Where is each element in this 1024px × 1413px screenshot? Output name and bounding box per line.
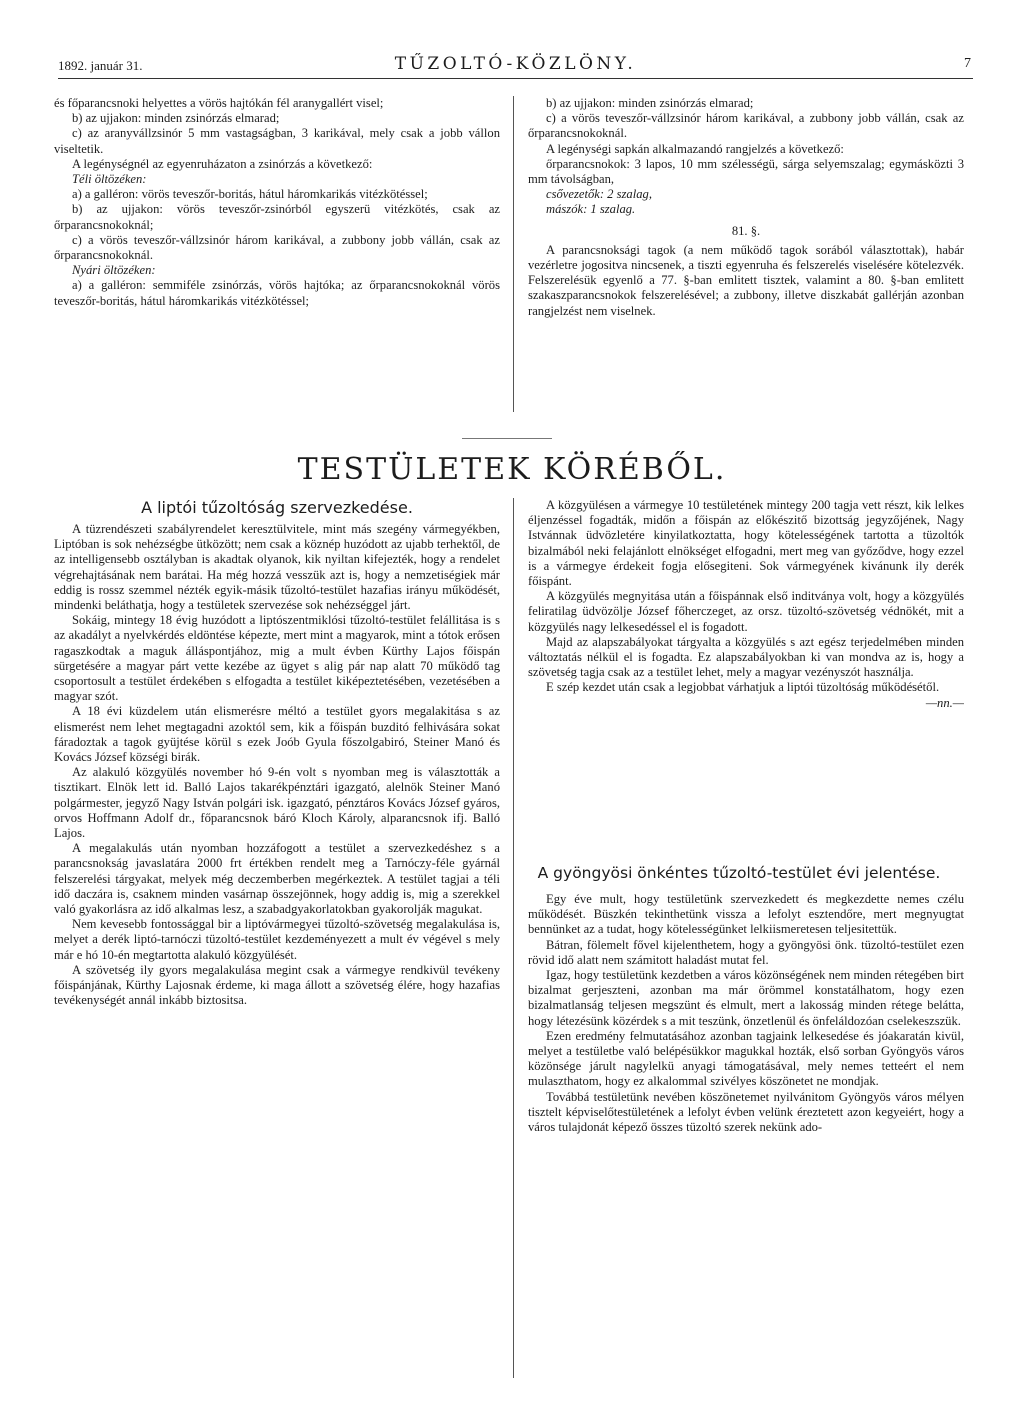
paragraph: Majd az alapszabályokat tárgyalta a közgyülés s azt egész terjedelmében minden változtatás nélkül el is fogadta. Ez alapszabályokban ki van mondva az is, hogy a szövetség tagja csak az a testület lehet, mely a magyar vezényszót használja. xyxy=(528,634,964,680)
paragraph: Továbbá testületünk nevében köszönetemet nyilvánitom Gyöngyös város mélyen tisztelt képviselőtestületének a lefolyt évben velünk éreztetett azon kegyeiért, hogy a város tulajdonát képező összes tüzoltó szerek nekünk ado- xyxy=(528,1089,964,1135)
article-title: A gyöngyösi önkéntes tűzoltó-testület évi jelentése. xyxy=(537,864,941,882)
paragraph: c) a vörös teveszőr-vállzsinór három karikával, a zubbony jobb vállán, csak az őrparancsnokoknál. xyxy=(54,232,500,263)
paragraph: csővezetők: 2 szalag, xyxy=(546,187,652,202)
column-divider-bottom xyxy=(513,498,514,1378)
top-right-column xyxy=(528,96,964,319)
author-signature: —nn.— xyxy=(925,695,964,710)
page-number: 7 xyxy=(964,56,971,71)
paragraph: Nyári öltözéken: xyxy=(72,263,156,278)
paragraph: b) az ujjakon: minden zsinórzás elmarad; xyxy=(72,111,280,126)
article2-column xyxy=(528,892,964,1135)
paragraph: Sokáig, mintegy 18 évig huzódott a liptószentmiklósi tűzoltó-testület felállitása is s az akadályt a nyelvkérdés eldöntése képezte, mert mint a magyarok, mint a tótok erősen ragaszkodtak a maguk álláspontjához, mig a mult évben Kürthy Lajos főispán sürgetésére a magyar párt vette kezébe az ügyet s alig pár nap alatt 70 működő tag csoportosult a testület érdekében s elfogadta a testület kiképeztetésében, vezetésében a magyar szót. xyxy=(54,613,500,704)
paragraph: A legénységnél az egyenruházaton a zsinórzás a következő: xyxy=(72,156,373,171)
paragraph: A megalakulás után nyomban hozzáfogott a testület a szervezkedéshez s a parancsnokság javaslatára 2000 frt értékben rendelt meg a Tarnóczy-féle gyárnál felszerelési tárgyakat, melyek még deczemberben megérkeztek. A testület tagjai a téli idő daczára is, csaknem minden vasárnap összejönnek, hogy addig is, mig a szerekkel való gyakorlásra az idő alkalmas lesz, a szabadgyakorlatokban gyakorolják magukat. xyxy=(54,841,500,917)
top-left-column xyxy=(54,96,500,309)
paragraph: A szövetség ily gyors megalakulása megint csak a vármegye rendkivül tevékeny főispánjának, Kürthy Lajosnak érdeme, ki maga állott a szövetség élére, hogy hazafias tevékenységét annál inkább biztositsa. xyxy=(54,962,500,1008)
divider-rule xyxy=(462,438,552,439)
paragraph: és főparancsnoki helyettes a vörös hajtókán fél aranygallért visel; xyxy=(54,96,384,110)
paragraph: c) a vörös teveszőr-vállzsinór három karikával, a zubbony jobb vállán, csak az őrparancsnokoknál. xyxy=(528,111,964,141)
article-right-column xyxy=(528,498,964,711)
paragraph: Bátran, fölemelt fővel kijelenthetem, hogy a gyöngyösi önk. tüzoltó-testület ezen rövid idő alatt nem számitott haladást mutat fel. xyxy=(528,937,964,967)
paragraph: b) az ujjakon: vörös teveszőr-zsinórból egyszerü vitézkötés, csak az őrparancsnokoknál; xyxy=(54,202,500,232)
paragraph: őrparancsnokok: 3 lapos, 10 mm szélességü, sárga selyemszalag; egymásközti 3 mm távolságban, xyxy=(528,156,964,187)
paragraph: E szép kezdet után csak a legjobbat várhatjuk a liptói tüzoltóság működésétől. xyxy=(546,680,940,695)
paragraph: b) az ujjakon: minden zsinórzás elmarad; xyxy=(546,96,754,110)
paragraph: A közgyülés megnyitása után a főispánnak első inditványa volt, hogy a közgyülés feliratilag üdvözölje József főherczeget, az orsz. tüzoltó-szövetség védnökét, mit a közgyülés nagy lelkesedéssel el is fogadott. xyxy=(528,589,964,634)
paragraph: Nem kevesebb fontossággal bir a liptóvármegyei tűzoltó-szövetség megalakulása is, melyet a derék liptó-tarnóczi tüzoltó-testület kezdeményezett a mult év végével s mely már e hó 10-én megtartotta alakuló közgyülését. xyxy=(54,917,500,962)
article-title: A liptói tűzoltóság szervezkedése. xyxy=(141,498,413,517)
paragraph: Ezen eredmény felmutatásához azonban tagjaink lelkesedése és jóakaratán kivül, melyet a testületbe való belépésükkor magukkal hozták, első sorban Gyöngyös város közönsége járult nagylelkü anyagi támogatásával, mely nemes tetteért el nem mulaszthatom, hogy ez alkalommal szivélyes köszönetet ne mondjak. xyxy=(528,1028,964,1089)
paragraph: mászók: 1 szalag. xyxy=(546,202,636,217)
paragraph: A parancsnoksági tagok (a nem működő tagok sorából választottak), habár vezérletre jogositva nincsenek, a tiszti egyenruha és felszerelés viselésére kötelezvék. Felszerelésük egyenlő a 77. §-ban emlitett tisztek, valamint a 80. §-ban emlitett szakaszparancsnokok felszerelésével; a zubbony, illetve diszkabát gallérján azonban rangjelzést nem viselnek. xyxy=(528,242,964,318)
paragraph: A tüzrendészeti szabályrendelet keresztülvitele, mint más szegény vármegyékben, Liptóban is sok nehézségbe ütközött; nem csak a köznép huzódott az ujabb terhektől, de az intelligensebb osztályban is akadtak olyanok, kik nyiltan kifejezték, hogy a rendelet végrehajtásának nem barátai. Ha még hozzá vesszük azt is, hogy a nemzetiségiek már eddig is rossz szemmel nézték egyik-másik tűzoltó-testület hazafias irányu működését, mindenki beláthatja, hogy a testületek szervezése sok nehézséggel járt. xyxy=(54,522,500,613)
paragraph: A legénységi sapkán alkalmazandó rangjelzés a következő: xyxy=(546,141,844,156)
section-heading: TESTÜLETEK KÖRÉBŐL. xyxy=(297,452,727,487)
paragraph: Igaz, hogy testületünk kezdetben a város közönségének nem minden rétegében birt bizalmat gerjeszteni, azonban ma már örömmel konstatálhatom, hogy ezen bizalmatlanság teljesen megszünt és elmult, mert a lakosság minden rétege belátta, hogy létezésünk közérdek s a mit teszünk, önzetlenül és önfeláldozóan cselekeszszük. xyxy=(528,968,964,1028)
section-number: 81. §. xyxy=(731,223,761,238)
paragraph: Egy éve mult, hogy testületünk szervezkedett és megkezdette nemes czélu működését. Büszkén tekinthetünk vissza a lefolyt esztendőre, mert megnyugtat bennünket az a tudat, hogy kötelességünket lelkiismeretesen teljesitettük. xyxy=(528,892,964,937)
issue-date: 1892. január 31. xyxy=(58,58,143,73)
paragraph: Az alakuló közgyülés november hó 9-én volt s nyomban meg is választották a tisztikart. Elnök lett id. Balló Lajos takarékpénztári igazgató, alelnök Steiner Manó polgármester, jegyző Nagy István polgári isk. igazgató, pénztáros Kovács József gyáros, orvos Hoffmann Adolf dr., főparancsnok báró Kloch Károly, alparancsnok ifj. Balló Lajos. xyxy=(54,765,500,841)
paragraph: A 18 évi küzdelem után elismerésre méltó a testület gyors megalakitása s az elismerést nem lehet megtagadni azoktól sem, kik a főispán buzditó felhivására sokat fáradoztak a tagok gyüjtése körül s ezek Joób Gyula főszolgabiró, Steiner Manó és Kovács József községi birák. xyxy=(54,704,500,765)
article-left-column xyxy=(54,522,500,1009)
paragraph: a) a galléron: semmiféle zsinórzás, vörös hajtóka; az őrparancsnokoknál vörös teveszőr-boritás, hátul háromkarikás vitézkötéssel; xyxy=(54,278,500,308)
journal-title: TŰZOLTÓ-KÖZLÖNY. xyxy=(394,54,637,74)
page-header xyxy=(58,52,973,79)
paragraph: a) a galléron: vörös teveszőr-boritás, hátul háromkarikás vitézkötéssel; xyxy=(72,187,428,202)
paragraph: Téli öltözéken: xyxy=(72,172,147,187)
column-divider-top xyxy=(513,96,514,412)
paragraph: c) az aranyvállzsinór 5 mm vastagságban, 3 karikával, mely csak a jobb vállon viseltetik. xyxy=(54,126,500,156)
paragraph: A közgyülésen a vármegye 10 testületének mintegy 200 tagja vett részt, kik lelkes éljenzéssel fogadták, midőn a főispán az előkészitő bizottság jegyzőjének, Nagy Istvánnak üdvözletére kinyilatkoztatta, hogy kötelességének tartotta a tüzoltók bizalmából neki felajánlott elnökséget elfogadni, mert meg van győződve, hogy ezzel is a vármegye érdekeit fogja elősegiteni. Sok vármegyének kivánunk ily derék főispánt. xyxy=(528,498,964,589)
